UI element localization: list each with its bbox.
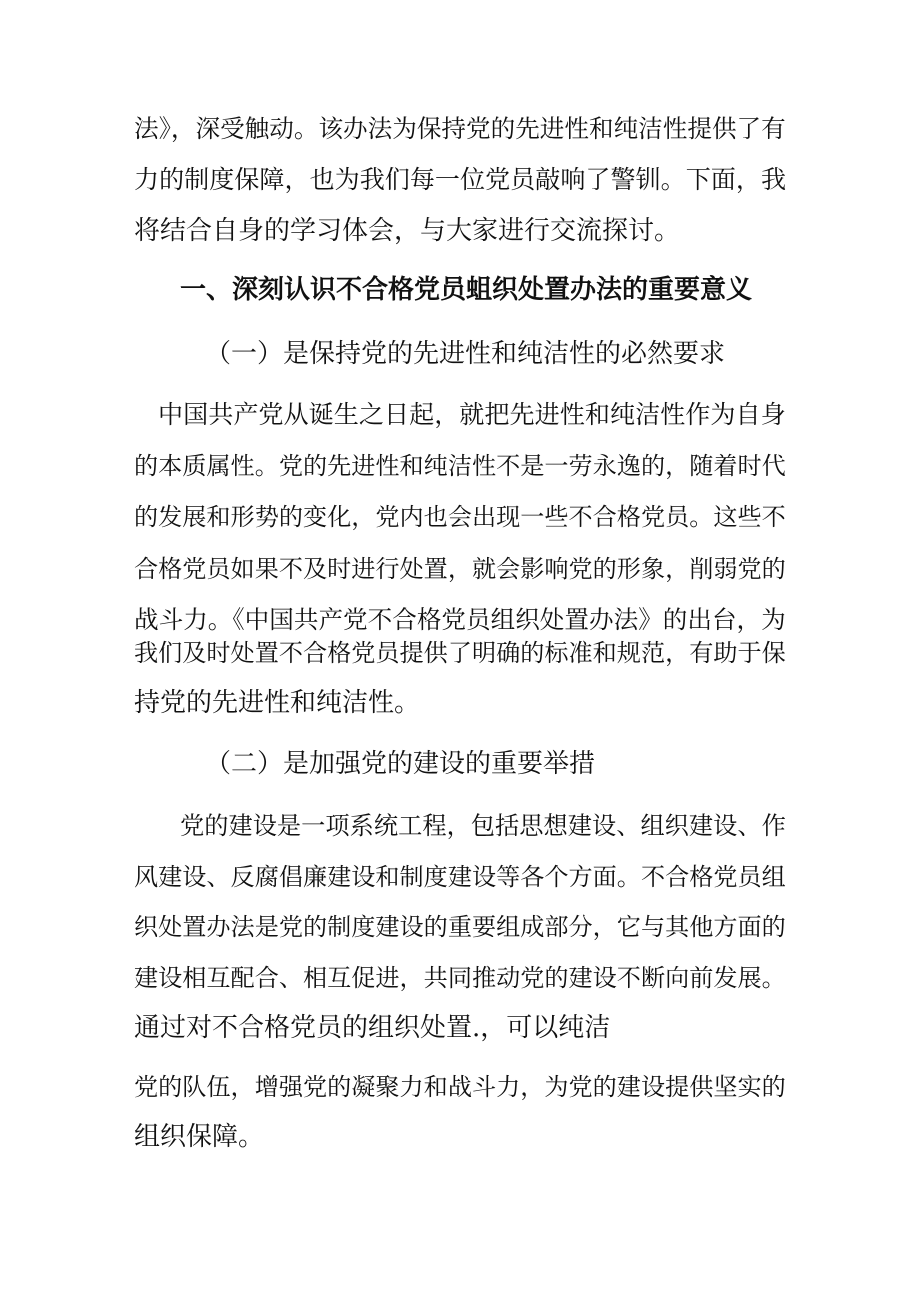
paragraph-line: 党的队伍，增强党的凝聚力和战斗力，为党的建设提供坚实的 xyxy=(134,1073,786,1101)
paragraph-line: 中国共产党从诞生之日起，就把先进性和纯洁性作为自身 xyxy=(158,400,786,429)
paragraph-line: 的本质属性。党的先进性和纯洁性不是一劳永逸的，随着时代 xyxy=(134,452,786,480)
paragraph-line: 建设相互配合、相互促进，共同推动党的建设不断向前发展。 xyxy=(134,964,786,992)
paragraph-line: 组织保障。 xyxy=(134,1122,265,1152)
subsection-heading: （二）是加强党的建设的重要举措 xyxy=(205,749,596,779)
intro-line: 法》，深受触动。该办法为保持党的先进性和纯洁性提供了有 xyxy=(134,114,786,143)
intro-line: 力的制度保障，也为我们每一位党员敲响了警钏。下面，我 xyxy=(134,165,787,194)
paragraph-line: 战斗力。《中国共产党不合格党员组织处置办法》的出台，为 xyxy=(134,605,786,634)
paragraph-line: 合格党员如果不及时进行处置，就会影响党的形象，削弱党的 xyxy=(134,555,786,583)
paragraph-line: 风建设、反腐倡廉建设和制度建设等各个方面。不合格党员组 xyxy=(134,863,786,891)
subsection-heading: （一）是保持党的先进性和纯洁性的必然要求 xyxy=(205,339,726,369)
paragraph-line: 持党的先进性和纯洁性。 xyxy=(134,688,421,718)
paragraph-line: 的发展和形势的变化，党内也会出现一些不合格党员。这些不 xyxy=(134,503,786,531)
paragraph-line: 通过对不合格党员的组织处置.，可以纯洁 xyxy=(134,1013,611,1043)
paragraph-line: 织处置办法是党的制度建设的重要组成部分，它与其他方面的 xyxy=(134,913,786,941)
intro-line: 将结合自身的学习体会，与大家进行交流探讨。 xyxy=(134,216,681,246)
section-heading: 一、深刻认识不合格党员蛆织处置办法的重要意义 xyxy=(180,275,753,305)
paragraph-line: 党的建设是一项系统工程，包括思想建设、组织建设、作 xyxy=(180,811,786,840)
paragraph-line: 我们及时处置不合格党员提供了明确的标准和规范，有助于保 xyxy=(134,639,786,667)
